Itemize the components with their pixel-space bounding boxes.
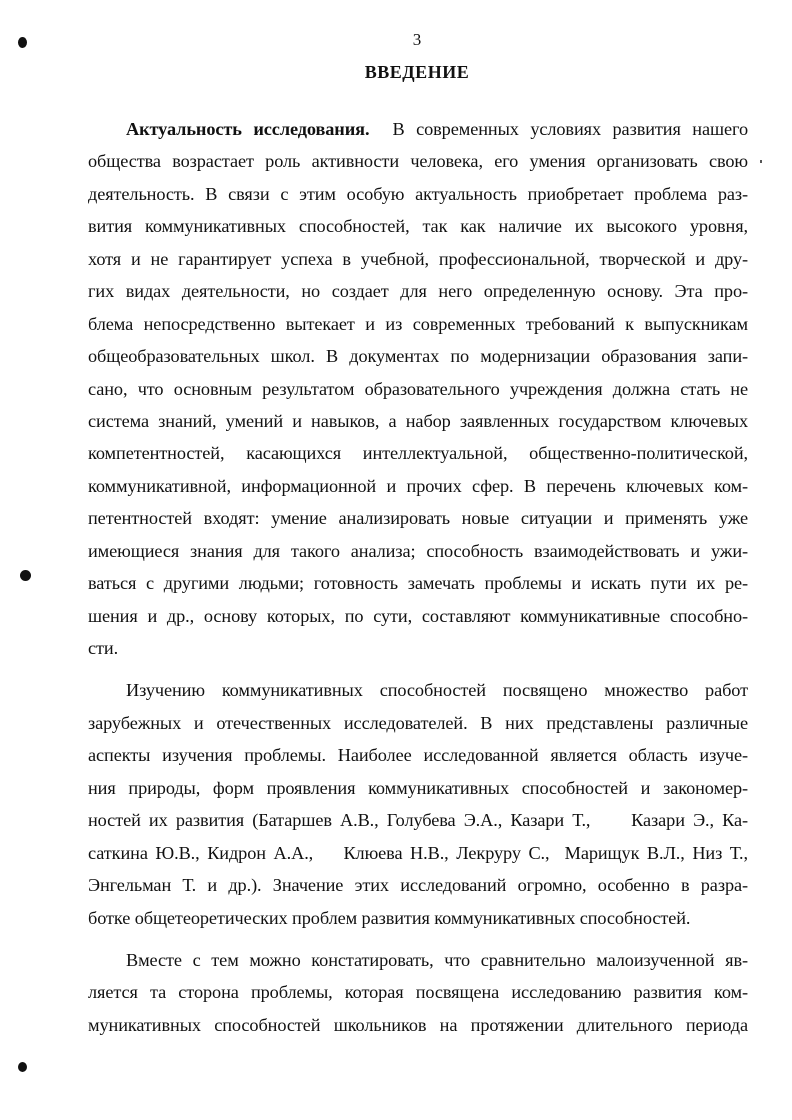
text-line: Изучению коммуникативных способностей посвящено множество работ <box>126 680 748 701</box>
text-line: общества возрастает роль активности человека, его умения организовать свою <box>88 151 748 172</box>
text-line: ностей их развития (Батаршев А.В., Голубева Э.А., Казари Т., Казари Э., Ка- <box>88 810 748 831</box>
paragraph-2 <box>88 674 748 934</box>
scan-speck <box>760 160 762 163</box>
text-line: коммуникативной, информационной и прочих сфер. В перечень ключевых ком- <box>88 475 748 496</box>
text-line: общеобразовательных школ. В документах по модернизации образования запи- <box>88 346 748 367</box>
text-line: ния природы, форм проявления коммуникативных способностей и закономер- <box>88 777 748 798</box>
text-line: петентностей входят: умение анализировать новые ситуации и применять уже <box>88 508 748 529</box>
text-line: деятельность. В связи с этим особую актуальность приобретает проблема раз- <box>88 183 748 204</box>
text-line: ботке общетеоретических проблем развития коммуникативных способностей. <box>88 907 691 928</box>
page-number: 3 <box>412 30 422 49</box>
text-line: шения и др., основу которых, по сути, составляют коммуникативные способно- <box>88 605 748 626</box>
paragraph-3 <box>88 944 748 1041</box>
text-line: аспекты изучения проблемы. Наиболее исследованной является область изуче- <box>88 745 748 766</box>
scan-mark-middle <box>20 570 31 581</box>
text-line: сано, что основным результатом образовательного учреждения должна стать не <box>88 378 748 399</box>
line-text: В современных условиях развития нашего <box>392 119 748 139</box>
text-line: Вместе с тем можно констатировать, что сравнительно малоизученной яв- <box>126 949 748 970</box>
text-line: вития коммуникативных способностей, так как наличие их высокого уровня, <box>88 216 748 237</box>
text-line: ляется та сторона проблемы, которая посвящена исследованию развития ком- <box>88 982 748 1003</box>
text-line: гих видах деятельности, но создает для него определенную основу. Эта про- <box>88 281 748 302</box>
paragraph-1 <box>88 113 748 664</box>
lead-bold-text: Актуальность исследования. <box>126 119 370 139</box>
text-line: ваться с другими людьми; готовность замечать проблемы и искать пути их ре- <box>88 573 748 594</box>
text-line: саткина Ю.В., Кидрон А.А., Клюева Н.В., Лекруру С., Марищук В.Л., Низ Т., <box>88 842 748 863</box>
text-line: система знаний, умений и навыков, а набор заявленных государством ключевых <box>88 410 748 431</box>
scan-mark-bottom <box>18 1062 27 1072</box>
text-line: имеющиеся знания для такого анализа; способность взаимодействовать и ужи- <box>88 540 748 561</box>
body-text <box>88 113 748 1041</box>
text-line: хотя и не гарантирует успеха в учебной, профессиональной, творческой и дру- <box>88 248 748 269</box>
section-heading: ВВЕДЕНИЕ <box>364 62 470 82</box>
text-line: муникативных способностей школьников на протяжении длительного периода <box>88 1014 748 1035</box>
text-line: зарубежных и отечественных исследователей. В них представлены различные <box>88 712 748 733</box>
text-line <box>88 113 748 145</box>
text-line: Энгельман Т. и др.). Значение этих исследований огромно, особенно в разра- <box>88 875 748 896</box>
text-line: сти. <box>88 638 119 658</box>
text-line: блема непосредственно вытекает и из современных требований к выпускникам <box>88 313 748 334</box>
text-line: компетентностей, касающихся интеллектуальной, общественно-политической, <box>88 443 748 464</box>
